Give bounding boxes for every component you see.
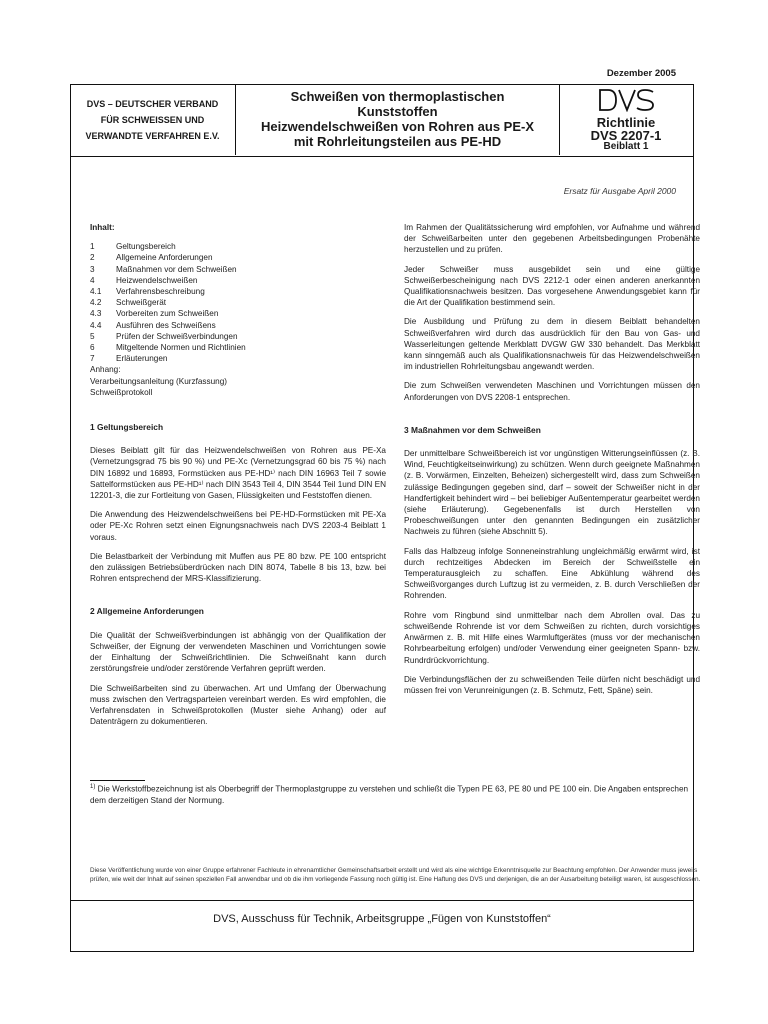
section-3-paragraph-4: Die Verbindungsflächen der zu schweißenden Teile dürfen nicht beschädigt und müssen frei von Verunreinigungen (z. B. Schmutz, Fett, Späne) sein.: [404, 674, 700, 695]
toc-item-title: Prüfen der Schweißverbindungen: [116, 331, 238, 341]
requirements-paragraph-3: Die Ausbildung und Prüfung zu dem in diesem Beiblatt behandelten Schweißverfahren wird durch das ausdrücklich für den Bau von Gas- und Wasserleitungen geltende Merkblatt DVGW GW 330 behandelt. Das Merkblatt kann sinngemäß auch als Qualifikationsnachweis für das Heizwendelschweißen im industriellen Rohrleitungsbau angewandt werden.: [404, 317, 700, 372]
section-3-paragraph-2: Falls das Halbzeug infolge Sonneneinstrahlung ungleichmäßig erwärmt wird, ist durch rechtzeitiges Abdecken im Bereich der Schweißstelle ein Temperaturausgleich zu schaffen. Eine Abkühlung während des Schweißvorganges durch Luftzug ist zu vermeiden, z. B. durch Verschließen der Rohrenden.: [404, 546, 700, 601]
toc-item-title: Mitgeltende Normen und Richtlinien: [116, 343, 246, 353]
guideline-number: DVS 2207-1: [590, 128, 662, 143]
committee-footer: DVS, Ausschuss für Technik, Arbeitsgruppe „Fügen von Kunststoffen“: [213, 913, 551, 925]
org-line-3: VERWANDTE VERFAHREN E.V.: [85, 130, 220, 141]
toc-item: [90, 331, 386, 342]
toc-item-title: Schweißgerät: [116, 298, 167, 308]
organization-block: [70, 84, 236, 155]
toc-item-title: Heizwendelschweißen: [116, 275, 198, 285]
requirements-paragraph-1: Im Rahmen der Qualitätssicherung wird empfohlen, vor Aufnahme und während der Schweißarbeiten unter den gegebenen Arbeitsbedingungen Probenähte herzustellen und zu prüfen.: [404, 223, 700, 255]
toc-item: [90, 308, 386, 319]
toc-item: [90, 342, 386, 353]
toc-item: [90, 241, 386, 252]
footnote-mark: 1): [90, 784, 96, 790]
toc-item: [90, 353, 386, 364]
footnote-rule: [90, 780, 145, 781]
replaces-note: Ersatz für Ausgabe April 2000: [563, 186, 676, 196]
toc-item-title: Allgemeine Anforderungen: [116, 253, 213, 263]
toc-item: [90, 264, 386, 275]
toc-annex-3: Schweißprotokoll: [90, 387, 153, 397]
toc-item-title: Geltungsbereich: [116, 242, 176, 252]
document-header: [70, 84, 694, 157]
toc-item-number: 3: [90, 264, 95, 274]
toc-item-number: 4.2: [90, 298, 102, 308]
section-3-heading: 3 Maßnahmen vor dem Schweißen: [404, 424, 541, 435]
toc-item-title: Ausführen des Schweißens: [116, 320, 216, 330]
section-3-paragraph-1: Der unmittelbare Schweißbereich ist vor ungünstigen Witterungseinflüssen (z. B. Wind, Feuchtigkeitseinwirkung) zu schützen. Wenn durch geeignete Maßnahmen (z. B. Vorwärmen, Einzelten, Beheizen) sichergestellt wird, dass zum Schweißen zulässige Bedingungen gegeben sind, darf – soweit der Schweißer nicht in der Handfertigkeit behindert wird – bei beliebiger Außentemperatur gearbeitet werden (siehe Erläuterung). Gegebenenfalls ist durch Herstellen von Probeschweißungen unter den genannten Bedingungen ein zusätzlicher Nachweis zu führen (siehe Abschnitt 5).: [404, 449, 700, 537]
section-1-heading: 1 Geltungsbereich: [90, 422, 164, 433]
toc-item-number: 1: [90, 242, 95, 252]
toc-list: [90, 241, 386, 364]
title-line-3: Heizwendelschweißen von Rohren aus PE-X: [260, 119, 535, 134]
dvs-logo: [598, 88, 656, 112]
toc-item-number: 4.4: [90, 320, 102, 330]
toc-item: [90, 252, 386, 263]
toc-item: [90, 286, 386, 297]
footnote: [90, 782, 700, 806]
toc-heading: Inhalt:: [90, 223, 115, 232]
org-line-1: DVS – DEUTSCHER VERBAND: [86, 98, 219, 109]
guideline-label: Richtlinie: [596, 115, 656, 130]
section-1-paragraph-3: Die Belastbarkeit der Verbindung mit Muffen aus PE 80 bzw. PE 100 entspricht den zulässigen Betriebsüberdrücken nach DIN 8074, Tabelle 8 bis 13, bzw. bei Rohren entsprechend der MRS-Klassifizierung.: [90, 551, 386, 584]
toc: [90, 222, 386, 398]
document-title: [236, 84, 560, 155]
toc-item: [90, 297, 386, 308]
requirements-paragraph-4: Die zum Schweißen verwendeten Maschinen und Vorrichtungen müssen den Anforderungen von DVS 2208-1 entsprechen.: [404, 381, 700, 402]
toc-item-number: 6: [90, 343, 95, 353]
toc-item-number: 4: [90, 275, 95, 285]
toc-item-title: Maßnahmen vor dem Schweißen: [116, 264, 237, 274]
toc-item: [90, 320, 386, 331]
toc-item-number: 4.1: [90, 287, 102, 297]
title-line-4: mit Rohrleitungsteilen aus PE-HD: [293, 134, 502, 149]
section-1-paragraph-2: Die Anwendung des Heizwendelschweißens bei PE-HD-Formstücken mit PE-Xa oder PE-Xc Rohren setzt einen Eignungsnachweis nach DVS 2203-4 Beiblatt 1 voraus.: [90, 510, 386, 542]
toc-item: [90, 275, 386, 286]
section-1-paragraph-1: Dieses Beiblatt gilt für das Heizwendelschweißen von Rohren aus PE-Xa (Vernetzungsgrad 75 bis 90 %) und PE-Xc (Vernetzungsgrad 60 bis 75 %) nach DIN 16892 und 16893, Formstücken aus PE-HD¹⁾ nach DIN 16963 Teil 7 sowie Sattelformstücken aus PE-HD¹⁾ nach DIN 3543 Teil 4, DIN 3544 Teil 1und DIN EN 12201-3, die zur Fortleitung von Gasen, Flüssigkeiten und Feststoffen dienen.: [90, 446, 386, 501]
footer-rule: [70, 900, 694, 901]
toc-item-title: Verfahrensbeschreibung: [116, 287, 205, 297]
toc-item-title: Erläuterungen: [116, 354, 168, 364]
requirements-paragraph-2: Jeder Schweißer muss ausgebildet sein und eine gültige Schweißerbescheinigung nach DVS 2212-1 oder einen anderen anerkannten Qualifikationsnachweis besitzen. Das vorgesehene Anwendungsgebiet kann für die Art der Qualifikation bestimmend sein.: [404, 264, 700, 308]
toc-item-number: 5: [90, 331, 95, 341]
toc-item-title: Vorbereiten zum Schweißen: [116, 309, 219, 319]
guideline-block: [560, 84, 692, 155]
supplement-label: Beiblatt 1: [603, 141, 649, 152]
title-line-1: Schweißen von thermoplastischen: [290, 89, 505, 104]
section-2-heading: 2 Allgemeine Anforderungen: [90, 606, 204, 617]
section-3-paragraph-3: Rohre vom Ringbund sind unmittelbar nach dem Abrollen oval. Das zu schweißende Rohrende ist vor dem Schweißen zu richten, durch vorsichtiges Anwärmen z. B. mit Hilfe eines Warmluftgerätes (muss vor der mechanischen Rohrbearbeitung erfolgen) und/oder Verwendung einer geeigneten Spann- bzw. Rundrdrückvorrichtung.: [404, 610, 700, 665]
toc-item-number: 2: [90, 253, 95, 263]
title-line-2: Kunststoffen: [357, 104, 438, 119]
footnote-text: Die Werkstoffbezeichnung ist als Oberbegriff der Thermoplastgruppe zu verstehen und schließt die Typen PE 63, PE 80 und PE 100 ein. Die Angaben entsprechen dem derzeitigen Stand der Normung.: [90, 784, 689, 805]
right-column: [404, 222, 700, 704]
org-line-2: FÜR SCHWEISSEN UND: [100, 114, 205, 125]
disclaimer: Diese Veröffentlichung wurde von einer Gruppe erfahrener Fachleute in ehrenamtlicher Gemeinschaftsarbeit erstellt und wird als eine wichtige Erkenntnisquelle zur Beachtung empfohlen. Der Anwender muss jeweils prüfen, wie weit der Inhalt auf seinen speziellen Fall anwendbar und ob die ihm vorliegende Fassung noch gültig ist. Eine Haftung des DVS und derjenigen, die an der Ausarbeitung beteiligt waren, ist ausgeschlossen.: [90, 867, 701, 883]
section-2-paragraph-1: Die Qualität der Schweißverbindungen ist abhängig von der Qualifikation der Schweißer, der Eignung der verwendeten Maschinen und Vorrichtungen sowie der Einhaltung der Schweißrichtlinien. Die Schweißnaht kann durch zerstörungsfreie und/oder zerstörende Verfahren geprüft werden.: [90, 630, 386, 674]
toc-annex-1: Anhang:: [90, 365, 121, 375]
section-2-paragraph-2: Die Schweißarbeiten sind zu überwachen. Art und Umfang der Überwachung muss zwischen den Vertragsparteien vereinbart werden. Es wird empfohlen, die Verfahrensdaten in Schweißprotokollen (Muster siehe Anhang) oder auf Datenträgern zu dokumentieren.: [90, 683, 386, 727]
toc-item-number: 7: [90, 354, 95, 364]
toc-item-number: 4.3: [90, 309, 102, 319]
toc-annex-2: Verarbeitungsanleitung (Kurzfassung): [90, 376, 227, 386]
issue-date: Dezember 2005: [606, 68, 676, 79]
left-column: [90, 222, 386, 735]
